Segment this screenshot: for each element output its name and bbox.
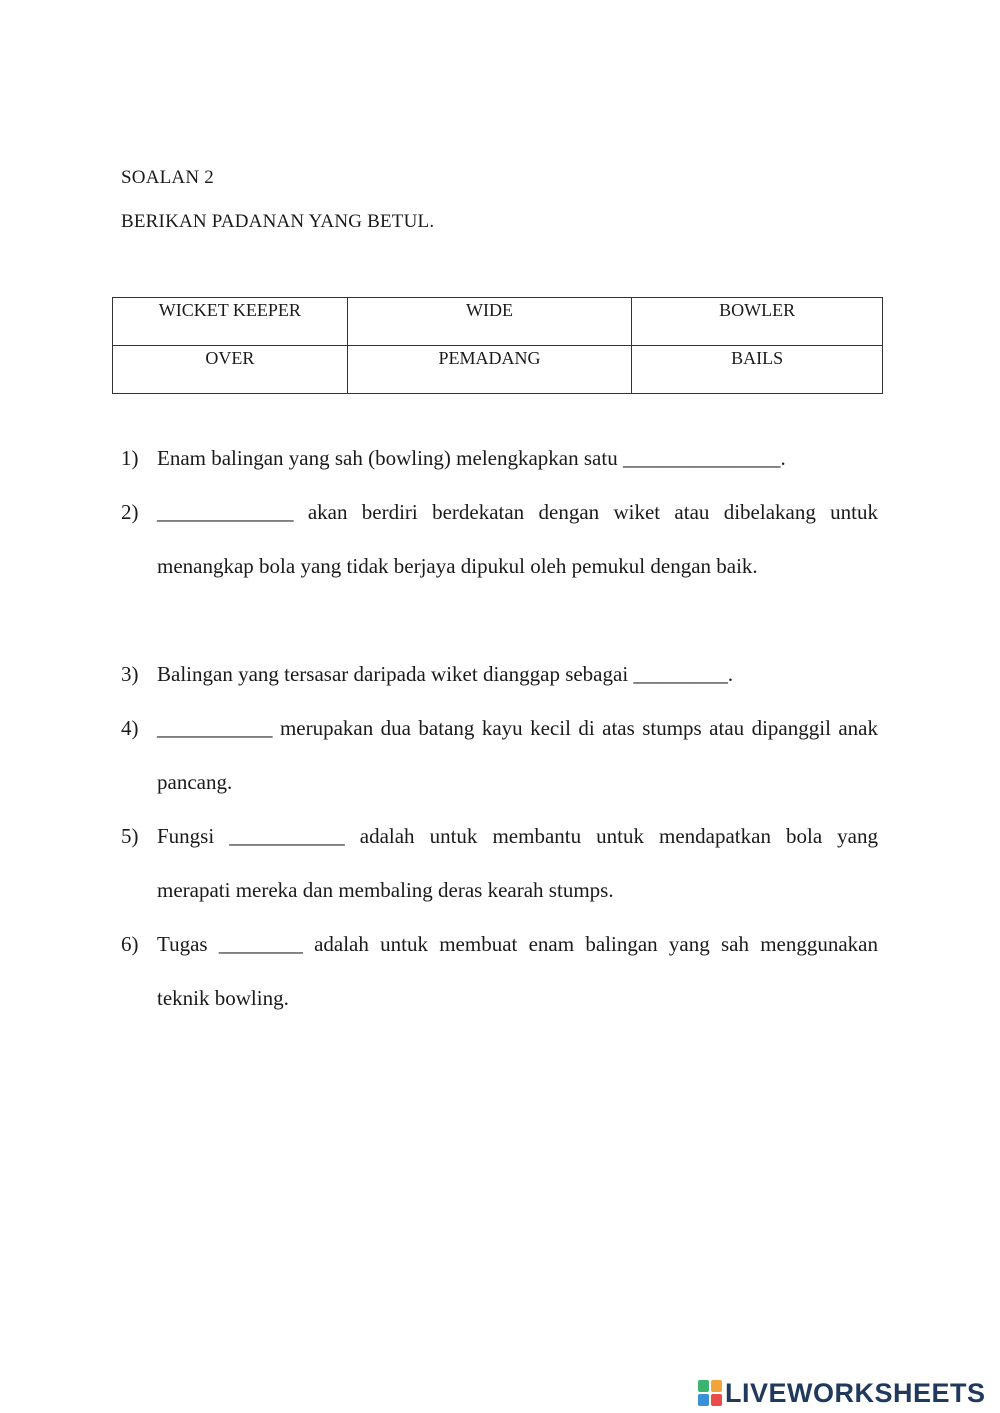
question-text[interactable]: Balingan yang tersasar daripada wiket dianggap sebagai _________. [157,662,734,686]
logo-text: LIVEWORKSHEETS [725,1378,986,1408]
logo-square [711,1394,722,1406]
answer-option: OVER [113,346,348,394]
question-item [121,647,878,701]
logo-square [698,1380,709,1392]
answer-option: WIDE [347,298,632,346]
question-item [121,485,878,593]
question-item [121,809,878,917]
answer-option: PEMADANG [347,346,632,394]
question-item [121,701,878,809]
instruction-text: BERIKAN PADANAN YANG BETUL. [121,211,435,232]
question-text[interactable]: _____________ akan berdiri berdekatan dengan wiket atau dibelakang untuk menangkap bola yang tidak berjaya dipukul oleh pemukul dengan baik. [157,500,878,578]
question-number: 3) [121,662,139,686]
question-number: 6) [121,932,139,956]
answer-option: BOWLER [632,298,883,346]
answer-option: BAILS [632,346,883,394]
question-number: 1) [121,446,139,470]
question-text[interactable]: Fungsi ___________ adalah untuk membantu untuk mendapatkan bola yang merapati mereka dan membaling deras kearah stumps. [157,824,878,902]
logo-square [711,1380,722,1392]
logo-square [698,1394,709,1406]
question-text[interactable]: ___________ merupakan dua batang kayu kecil di atas stumps atau dipanggil anak pancang. [157,716,878,794]
liveworksheets-mark-icon [698,1380,722,1406]
question-text[interactable]: Tugas ________ adalah untuk membuat enam balingan yang sah menggunakan teknik bowling. [157,932,878,1010]
question-number: 5) [121,824,139,848]
question-number: 2) [121,500,139,524]
question-number: 4) [121,716,139,740]
answer-options-table [112,297,883,394]
answer-option: WICKET KEEPER [113,298,348,346]
liveworksheets-logo [698,1378,986,1408]
table-row [113,346,883,394]
table-row [113,298,883,346]
question-item [121,917,878,1025]
question-text[interactable]: Enam balingan yang sah (bowling) melengkapkan satu _______________. [157,446,786,470]
section-title: SOALAN 2 [121,167,214,188]
question-item [121,431,878,485]
